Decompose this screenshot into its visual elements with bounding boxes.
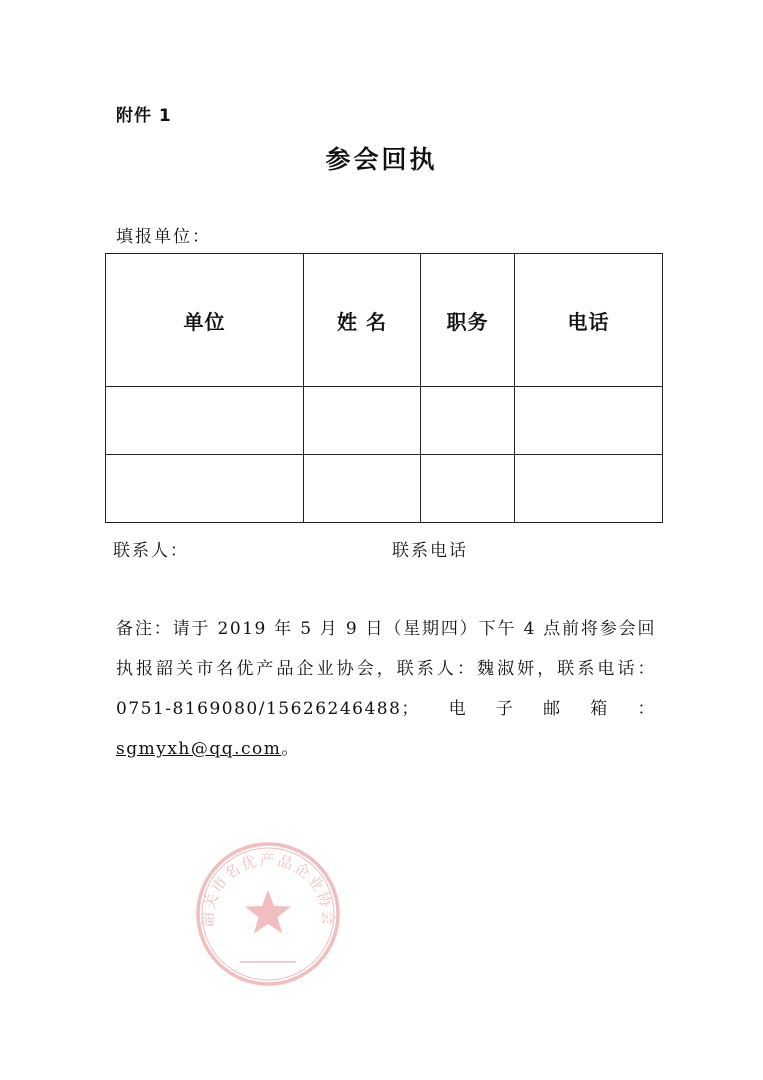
table-cell [421,387,515,455]
note-text: 备注：请于 2019 年 5 月 9 日（星期四）下午 4 点前将参会回执报韶关市名优产品企业协会，联系人：魏淑妍，联系电话：0751-8169080/15626246488；电子邮箱： [116,619,656,719]
table-cell [304,455,421,523]
table-cell [106,455,304,523]
attachment-label: 附件 1 [116,106,172,126]
association-seal [192,838,344,990]
seal-text: 韶关市名优产品企业协会 [198,850,338,928]
note-end: 。 [281,739,300,759]
table-cell [304,387,421,455]
table-row [106,455,663,523]
reply-table [105,253,663,523]
table-cell [106,387,304,455]
column-header-unit: 单位 [106,254,304,387]
table-header-row [106,254,663,387]
column-header-position: 职务 [421,254,515,387]
table-cell [515,387,663,455]
note-paragraph [116,609,656,769]
email-link[interactable]: sgmyxh@qq.com [116,739,282,759]
table-cell [421,455,515,523]
fill-unit-label: 填报单位： [116,227,211,247]
contact-person-label: 联系人： [113,541,189,561]
column-header-phone: 电话 [515,254,663,387]
table-row [106,387,663,455]
page-title: 参会回执 [325,145,438,174]
column-header-name: 姓 名 [304,254,421,387]
table-cell [515,455,663,523]
contact-phone-label: 联系电话 [392,541,468,561]
